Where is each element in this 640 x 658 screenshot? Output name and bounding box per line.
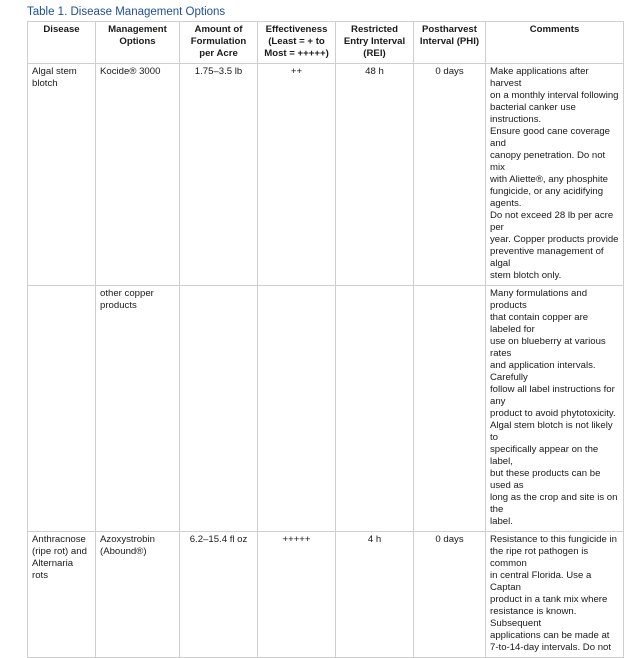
header-amount: Amount of Formulation per Acre bbox=[180, 22, 258, 64]
cell-amount: 1.75–3.5 lb bbox=[180, 64, 258, 286]
cell-rei bbox=[336, 286, 414, 532]
cell-option: Azoxystrobin (Abound®) bbox=[96, 532, 180, 658]
cell-effectiveness bbox=[258, 286, 336, 532]
cell-phi: 0 days bbox=[414, 532, 486, 658]
header-row bbox=[28, 22, 624, 64]
cell-comments: Make applications after harvest on a monthly interval following bacterial canker use instructions. Ensure good cane coverage and canopy penetration. Do not mix with Aliette®, any phosphite fungicide, or any acidifying agents. Do not exceed 28 lb per acre per year. Copper products provide preventive management of algal stem blotch only. bbox=[486, 64, 624, 286]
cell-rei: 4 h bbox=[336, 532, 414, 658]
header-comments: Comments bbox=[486, 22, 624, 64]
cell-amount: 6.2–15.4 fl oz bbox=[180, 532, 258, 658]
cell-effectiveness: ++ bbox=[258, 64, 336, 286]
cell-option: Kocide® 3000 bbox=[96, 64, 180, 286]
cell-comments: Many formulations and products that contain copper are labeled for use on blueberry at various rates and application intervals. Carefully follow all label instructions for any product to avoid phytotoxicity. Algal stem blotch is not likely to specifically appear on the label, but these products can be used as long as the crop and site is on the label. bbox=[486, 286, 624, 532]
cell-effectiveness: +++++ bbox=[258, 532, 336, 658]
cell-phi bbox=[414, 286, 486, 532]
cell-disease: Algal stem blotch bbox=[28, 64, 96, 286]
cell-disease bbox=[28, 286, 96, 532]
cell-comments: Resistance to this fungicide in the ripe rot pathogen is common in central Florida. Use a Captan product in a tank mix where resistance is known. Subsequent applications can be made at 7-to-14-day intervals. Do not bbox=[486, 532, 624, 658]
table-caption: Table 1. Disease Management Options bbox=[27, 6, 226, 18]
table-row bbox=[28, 532, 624, 658]
disease-management-table bbox=[27, 21, 624, 658]
cell-option: other copper products bbox=[96, 286, 180, 532]
header-effectiveness: Effectiveness (Least = + to Most = +++++) bbox=[258, 22, 336, 64]
cell-phi: 0 days bbox=[414, 64, 486, 286]
table-row bbox=[28, 286, 624, 532]
header-disease: Disease bbox=[28, 22, 96, 64]
cell-disease: Anthracnose (ripe rot) and Alternaria rots bbox=[28, 532, 96, 658]
header-phi: Postharvest Interval (PHI) bbox=[414, 22, 486, 64]
cell-rei: 48 h bbox=[336, 64, 414, 286]
header-rei: Restricted Entry Interval (REI) bbox=[336, 22, 414, 64]
table-row bbox=[28, 64, 624, 286]
cell-amount bbox=[180, 286, 258, 532]
header-management-options: Management Options bbox=[96, 22, 180, 64]
